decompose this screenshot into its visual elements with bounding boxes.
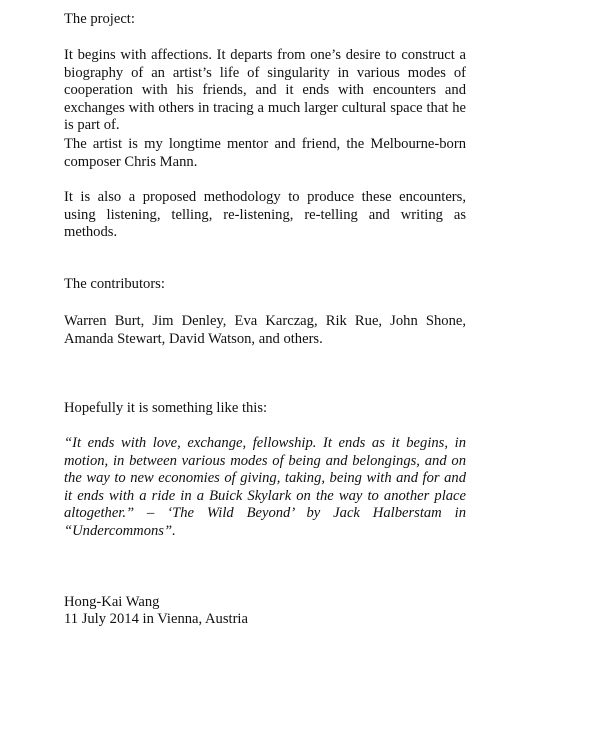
signature-date-place: 11 July 2014 in Vienna, Austria	[64, 611, 248, 627]
contributors-heading: The contributors:	[64, 276, 165, 292]
project-heading: The project:	[64, 11, 135, 27]
halberstam-quote: “It ends with love, exchange, fellowship. It ends as it begins, in motion, in between various modes of being and belongings, and on the way to new economies of giving, taking, being with and for and it ends with a ride in a Buick Skylark on the way to another place altogether.” – ‘The Wild Beyond’ by Jack Halberstam in “Undercommons”.	[64, 435, 466, 539]
quote-intro-heading: Hopefully it is something like this:	[64, 400, 268, 416]
project-paragraph-artist: The artist is my longtime mentor and friend, the Melbourne-born composer Chris Mann.	[64, 136, 466, 170]
project-paragraph-affections: It begins with affections. It departs from one’s desire to construct a biography of an artist’s life of singularity in various modes of cooperation with his friends, and it ends with encounters and exchanges with others in tracing a much larger cultural space that he is part of.	[64, 47, 466, 134]
contributors-list: Warren Burt, Jim Denley, Eva Karczag, Rik Rue, John Shone, Amanda Stewart, David Watson, and others.	[64, 313, 466, 347]
project-paragraph-methodology: It is also a proposed methodology to produce these encounters, using listening, telling, re-listening, re-telling and writing as methods.	[64, 189, 466, 241]
signature-author: Hong-Kai Wang	[64, 594, 160, 610]
